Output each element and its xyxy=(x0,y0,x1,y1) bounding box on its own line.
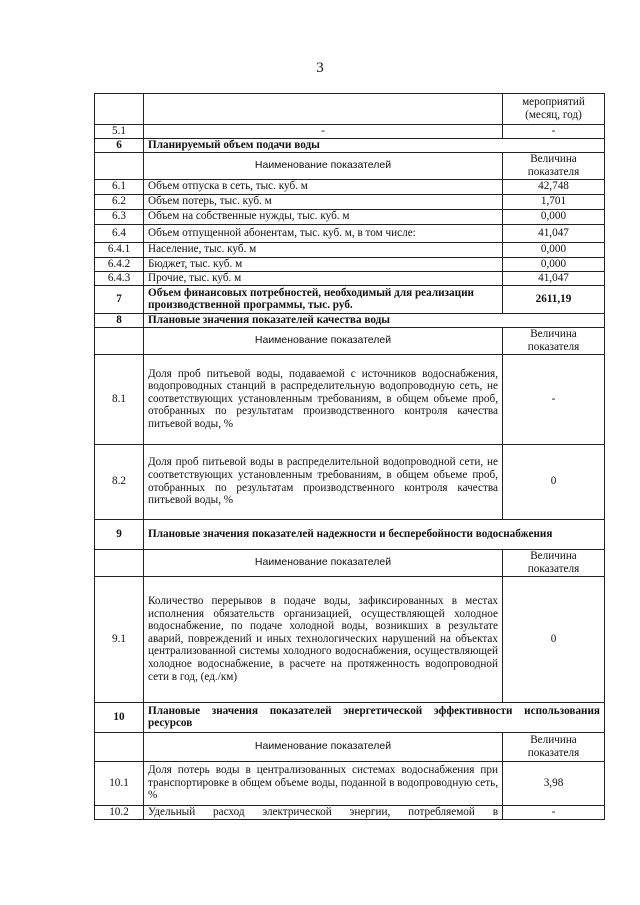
row-text: Доля потерь воды в централизованных системах водоснабжения при транспортировке в общем объеме воды, поданной в водопроводную сеть, % xyxy=(144,761,503,805)
row-value: - xyxy=(503,354,605,444)
row-text: Удельный расход электрической энергии, потребляемой в xyxy=(144,805,503,819)
table-row xyxy=(95,444,605,519)
row-text: Объем на собственные нужды, тыс. куб. м xyxy=(144,209,503,224)
row-number: 10.2 xyxy=(95,805,144,819)
header-name: Наименование показателей xyxy=(144,152,503,179)
event-date-header: мероприятий (месяц, год) xyxy=(503,94,605,125)
row-value: 42,748 xyxy=(503,179,605,194)
section-title: Плановые значения показателей качества воды xyxy=(144,313,605,327)
row-text: Объем отпущенной абонентам, тыс. куб. м, в том числе: xyxy=(144,224,503,242)
row-text: Доля проб питьевой воды, подаваемой с источников водоснабжения, водопроводных станций в распределительную водопроводную сеть, не соответствующих установленным требованиям, в общем объеме проб, отобранных по результатам производственного контроля качества питьевой воды, % xyxy=(144,354,503,444)
indicators-table xyxy=(94,93,605,820)
table-row xyxy=(95,354,605,444)
header-name: Наименование показателей xyxy=(144,549,503,576)
row-number: 6.1 xyxy=(95,179,144,194)
section-title: Планируемый объем подачи воды xyxy=(144,138,605,152)
header-row xyxy=(95,732,605,761)
table-row xyxy=(95,194,605,209)
row-number: 6.4.2 xyxy=(95,257,144,271)
row-text: Население, тыс. куб. м xyxy=(144,242,503,257)
section-number: 10 xyxy=(95,702,144,732)
header-name: Наименование показателей xyxy=(144,732,503,761)
header-row xyxy=(95,327,605,354)
table-row xyxy=(95,805,605,819)
header-value: Величина показателя xyxy=(503,327,605,354)
row-number: 6.4.1 xyxy=(95,242,144,257)
row-text: - xyxy=(144,125,503,139)
section-number: 9 xyxy=(95,519,144,549)
table-row xyxy=(95,761,605,805)
section-number: 8 xyxy=(95,313,144,327)
table-row xyxy=(95,285,605,313)
row-value: 1,701 xyxy=(503,194,605,209)
table-row xyxy=(95,209,605,224)
row-number: 7 xyxy=(95,285,144,313)
table-row xyxy=(95,257,605,271)
row-number: 9.1 xyxy=(95,576,144,702)
row-number: 6.4.3 xyxy=(95,271,144,285)
row-value: 41,047 xyxy=(503,224,605,242)
row-text: Количество перерывов в подаче воды, зафиксированных в местах исполнения обязательств организацией, осуществляющей холодное водоснабжение, по подаче холодной воды, возникших в результате аварий, повреждений и иных технологических нарушений на объектах централизованной системы холодного водоснабжения, осуществляющей холодное водоснабжение, в расчете на протяженность водопроводной сети в год, (ед./км) xyxy=(144,576,503,702)
row-number: 6.4 xyxy=(95,224,144,242)
row-text: Доля проб питьевой воды в распределительной водопроводной сети, не соответствующих установленным требованиям, в общем объеме проб, отобранных по результатам производственного контроля качества питьевой воды, % xyxy=(144,444,503,519)
row-value: 0 xyxy=(503,576,605,702)
row-number: 6.2 xyxy=(95,194,144,209)
table-row xyxy=(95,179,605,194)
row-value: 2611,19 xyxy=(503,285,605,313)
row-value: 41,047 xyxy=(503,271,605,285)
row-text: Объем финансовых потребностей, необходимый для реализации производственной программы, тыс. руб. xyxy=(144,285,503,313)
header-name: Наименование показателей xyxy=(144,327,503,354)
section-number: 6 xyxy=(95,138,144,152)
header-value: Величина показателя xyxy=(503,549,605,576)
table-row xyxy=(95,576,605,702)
row-value: 0,000 xyxy=(503,209,605,224)
row-text: Объем отпуска в сеть, тыс. куб. м xyxy=(144,179,503,194)
table-row xyxy=(95,224,605,242)
section-title: Плановые значения показателей надежности и бесперебойности водоснабжения xyxy=(144,519,605,549)
row-value: - xyxy=(503,125,605,139)
section-row xyxy=(95,702,605,732)
row-number: 5.1 xyxy=(95,125,144,139)
row-number: 8.1 xyxy=(95,354,144,444)
table-row xyxy=(95,94,605,125)
section-row xyxy=(95,519,605,549)
row-text: Объем потерь, тыс. куб. м xyxy=(144,194,503,209)
section-row xyxy=(95,313,605,327)
row-number: 6.3 xyxy=(95,209,144,224)
row-number: 8.2 xyxy=(95,444,144,519)
header-row xyxy=(95,549,605,576)
row-number: 10.1 xyxy=(95,761,144,805)
row-value: 3,98 xyxy=(503,761,605,805)
header-row xyxy=(95,152,605,179)
header-value: Величина показателя xyxy=(503,732,605,761)
row-value: 0 xyxy=(503,444,605,519)
table-row xyxy=(95,125,605,139)
header-value: Величина показателя xyxy=(503,152,605,179)
row-value: 0,000 xyxy=(503,257,605,271)
row-value: 0,000 xyxy=(503,242,605,257)
page-number: 3 xyxy=(316,60,324,76)
section-title: Плановые значения показателей энергетической эффективности использования ресурсов xyxy=(144,702,605,732)
row-text: Бюджет, тыс. куб. м xyxy=(144,257,503,271)
row-text: Прочие, тыс. куб. м xyxy=(144,271,503,285)
table-row xyxy=(95,271,605,285)
section-row xyxy=(95,138,605,152)
row-value: - xyxy=(503,805,605,819)
table-row xyxy=(95,242,605,257)
